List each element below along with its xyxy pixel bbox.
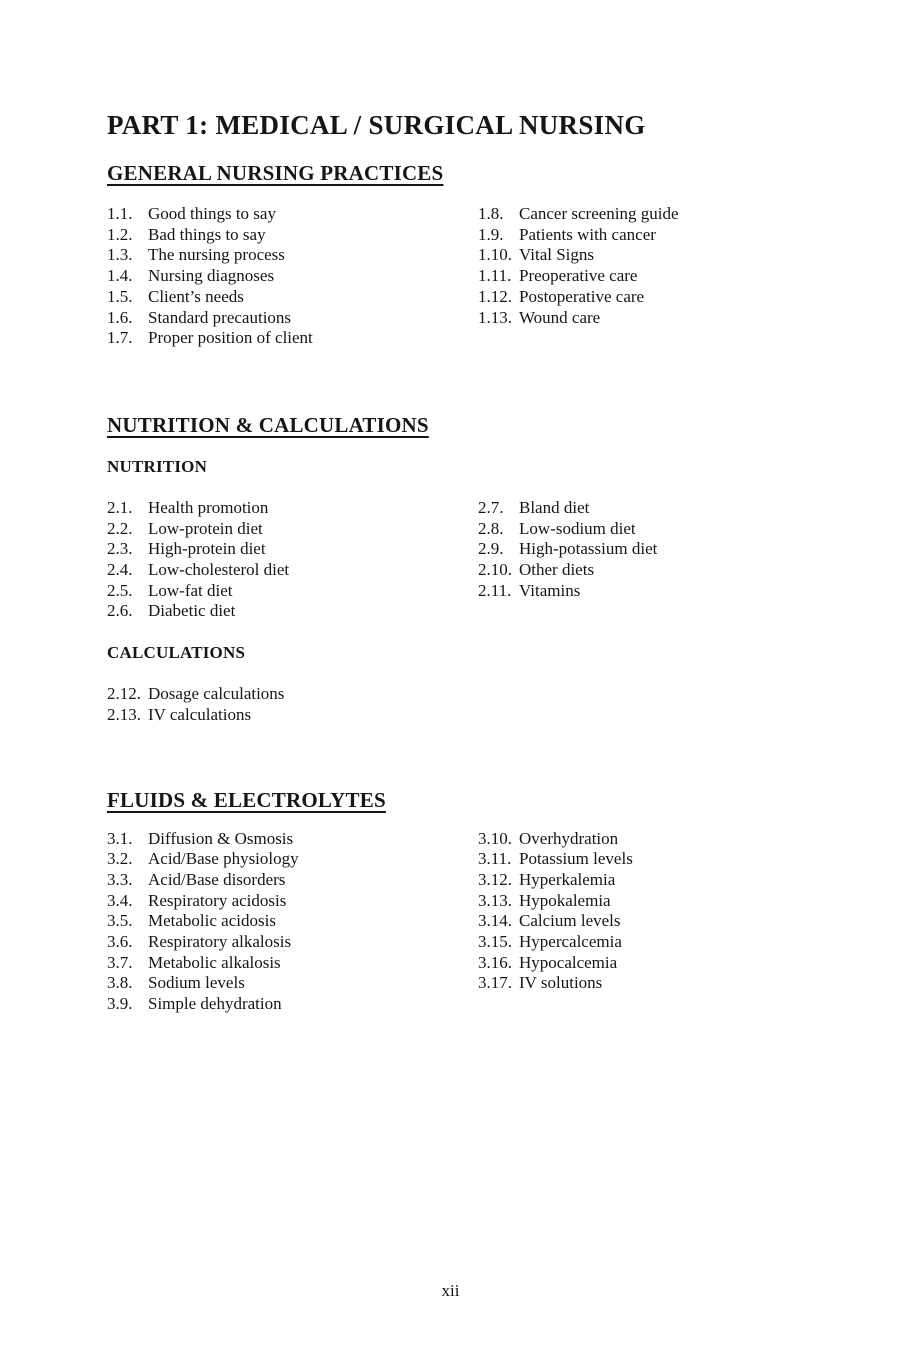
toc-entry	[107, 829, 478, 850]
toc-column-left	[107, 498, 478, 622]
toc-entry	[107, 849, 478, 870]
toc-entry-number: 2.6.	[107, 601, 133, 621]
toc-entry-number: 1.2.	[107, 224, 133, 244]
toc-entry-number: 1.3.	[107, 245, 133, 265]
toc-entry-number: 2.5.	[107, 580, 133, 600]
toc-entry-number: 3.9.	[107, 994, 133, 1014]
toc-entry	[107, 932, 478, 953]
toc-column-right	[478, 498, 794, 602]
toc-entry	[107, 287, 478, 308]
toc-entry-number: 3.4.	[107, 890, 133, 910]
toc-entry	[107, 684, 478, 705]
toc-entry-number: 3.15.	[478, 932, 512, 952]
section-nutrition-and-calculations	[107, 412, 794, 726]
toc-entry-number: 3.13.	[478, 890, 512, 910]
toc-entry-label: Good things to say	[148, 204, 276, 223]
page-title: PART 1: MEDICAL / SURGICAL NURSING	[107, 110, 646, 140]
toc-entry-label: The nursing process	[148, 245, 285, 265]
toc-entry	[107, 225, 478, 246]
toc-entry-label: Acid/Base disorders	[148, 869, 286, 889]
toc-entry-number: 1.5.	[107, 286, 133, 306]
toc-entry-label: Patients with cancer	[519, 224, 656, 244]
toc-entry	[107, 245, 478, 266]
toc-column-left	[107, 684, 478, 725]
toc-entry-number: 3.12.	[478, 869, 512, 889]
toc-entry-label: Vitamins	[519, 580, 581, 600]
toc-entry-number: 3.11.	[478, 849, 512, 869]
toc-entry-number: 2.8.	[478, 518, 504, 538]
toc-entry-label: Bland diet	[519, 497, 590, 517]
toc-entry-label: Low-protein diet	[148, 518, 263, 538]
section-general-nursing-practices	[107, 160, 794, 349]
toc-entry-label: Health promotion	[148, 497, 269, 517]
section-fluids-and-electrolytes	[107, 787, 794, 1015]
toc-entry-number: 1.12.	[478, 286, 512, 306]
toc-entry-label: IV calculations	[148, 704, 252, 724]
toc-entry	[107, 204, 478, 225]
toc-entry	[107, 891, 478, 912]
toc-entry-number: 2.12.	[107, 684, 141, 704]
toc-entry-label: Sodium levels	[148, 973, 245, 993]
toc-entry-label: Diabetic diet	[148, 601, 236, 621]
toc-entry-label: Nursing diagnoses	[148, 266, 275, 286]
toc-entry-number: 3.3.	[107, 869, 133, 889]
toc-entry-number: 1.1.	[107, 204, 133, 223]
toc-entry-number: 2.11.	[478, 580, 512, 600]
toc-entry-label: Low-cholesterol diet	[148, 560, 290, 580]
toc-entry-number: 2.4.	[107, 560, 133, 580]
toc-entry-number: 3.2.	[107, 849, 133, 869]
toc-entry-number: 1.11.	[478, 266, 512, 286]
toc-entry-number: 1.13.	[478, 307, 512, 327]
toc-entry	[478, 829, 794, 850]
toc-entry	[478, 287, 794, 308]
toc-entry-number: 3.17.	[478, 973, 512, 993]
toc-entry-label: Other diets	[519, 560, 595, 580]
toc-column-right	[478, 204, 794, 328]
toc-entry-label: Respiratory acidosis	[148, 890, 287, 910]
toc-entry	[107, 266, 478, 287]
toc-column-left	[107, 204, 478, 349]
toc-entry-label: Bad things to say	[148, 224, 266, 244]
toc-entry-label: Client’s needs	[148, 286, 244, 306]
toc-entry-number: 3.16.	[478, 952, 512, 972]
toc-entry	[107, 560, 478, 581]
toc-entry	[107, 994, 478, 1015]
toc-entry	[107, 911, 478, 932]
toc-entry-label: Respiratory alkalosis	[148, 932, 292, 952]
toc-entry	[478, 953, 794, 974]
toc-entry-number: 3.6.	[107, 932, 133, 952]
toc-entry-label: Wound care	[519, 307, 601, 327]
toc-columns	[107, 684, 794, 725]
toc-entry	[478, 539, 794, 560]
toc-entry	[478, 870, 794, 891]
toc-entry-number: 1.8.	[478, 204, 504, 223]
toc-entry-label: High-potassium diet	[519, 539, 658, 559]
toc-entry-number: 2.9.	[478, 539, 504, 559]
toc-entry-label: Cancer screening guide	[519, 204, 679, 223]
toc-entry-label: Vital Signs	[519, 245, 595, 265]
toc-entry-number: 3.10.	[478, 828, 512, 848]
toc-entry-number: 2.7.	[478, 497, 504, 517]
toc-entry	[107, 973, 478, 994]
toc-entry-label: Calcium levels	[519, 911, 621, 931]
toc-entry	[107, 498, 478, 519]
toc-entry-label: Standard precautions	[148, 307, 292, 327]
toc-entry-number: 1.6.	[107, 307, 133, 327]
toc-entry-label: Metabolic alkalosis	[148, 952, 281, 972]
toc-entry-number: 1.4.	[107, 266, 133, 286]
toc-entry	[478, 911, 794, 932]
toc-entry-number: 2.1.	[107, 497, 133, 517]
toc-entry-number: 3.8.	[107, 973, 133, 993]
toc-entry-number: 3.5.	[107, 911, 133, 931]
toc-entry-label: Low-fat diet	[148, 580, 233, 600]
toc-entry	[478, 266, 794, 287]
toc-entry	[107, 953, 478, 974]
toc-entry-label: Preoperative care	[519, 266, 638, 286]
toc-entry-number: 2.3.	[107, 539, 133, 559]
toc-entry-number: 2.10.	[478, 560, 512, 580]
toc-entry-label: Hypercalcemia	[519, 932, 622, 952]
page-number: xii	[441, 1281, 460, 1300]
toc-columns	[107, 498, 794, 622]
toc-columns	[107, 829, 794, 1015]
toc-entry	[478, 932, 794, 953]
toc-entry	[478, 581, 794, 602]
toc-entry-number: 2.13.	[107, 704, 141, 724]
toc-entry-label: Acid/Base physiology	[148, 849, 299, 869]
section-heading: GENERAL NURSING PRACTICES	[107, 161, 444, 185]
toc-entry-label: Simple dehydration	[148, 994, 282, 1014]
toc-entry	[107, 539, 478, 560]
toc-entry-number: 1.7.	[107, 328, 133, 348]
toc-column-right	[478, 829, 794, 995]
toc-entry	[478, 308, 794, 329]
toc-entry-number: 2.2.	[107, 518, 133, 538]
toc-entry-label: High-protein diet	[148, 539, 266, 559]
toc-entry	[478, 560, 794, 581]
toc-entry-label: Low-sodium diet	[519, 518, 636, 538]
toc-entry	[478, 519, 794, 540]
toc-entry-number: 1.10.	[478, 245, 512, 265]
subsection-heading-nutrition: NUTRITION	[107, 456, 208, 476]
subsection-heading-calculations: CALCULATIONS	[107, 643, 246, 663]
toc-entry-number: 1.9.	[478, 224, 504, 244]
toc-entry-label: Hypokalemia	[519, 890, 611, 910]
toc-entry-label: Overhydration	[519, 828, 619, 848]
toc-entry	[478, 204, 794, 225]
toc-entry	[478, 498, 794, 519]
toc-entry	[107, 328, 478, 349]
toc-entry	[478, 973, 794, 994]
section-heading: NUTRITION & CALCULATIONS	[107, 412, 429, 437]
toc-entry	[478, 891, 794, 912]
toc-entry	[107, 308, 478, 329]
toc-entry-label: Postoperative care	[519, 286, 645, 306]
toc-entry	[107, 581, 478, 602]
toc-entry-label: Hyperkalemia	[519, 869, 616, 889]
toc-column-left	[107, 829, 478, 1015]
toc-entry-number: 3.7.	[107, 952, 133, 972]
toc-entry-label: Dosage calculations	[148, 684, 285, 704]
toc-entry-label: Metabolic acidosis	[148, 911, 276, 931]
toc-entry-number: 3.1.	[107, 828, 133, 848]
toc-entry-number: 3.14.	[478, 911, 512, 931]
toc-entry	[107, 519, 478, 540]
toc-entry	[478, 245, 794, 266]
toc-entry	[107, 601, 478, 622]
toc-entry-label: Diffusion & Osmosis	[148, 828, 294, 848]
toc-entry-label: Potassium levels	[519, 849, 633, 869]
toc-entry	[478, 225, 794, 246]
toc-entry	[478, 849, 794, 870]
toc-entry	[107, 870, 478, 891]
toc-columns	[107, 204, 794, 349]
toc-entry	[107, 705, 478, 726]
toc-entry-label: Proper position of client	[148, 328, 313, 348]
toc-entry-label: Hypocalcemia	[519, 952, 618, 972]
section-heading: FLUIDS & ELECTROLYTES	[107, 787, 386, 812]
toc-entry-label: IV solutions	[519, 973, 603, 993]
